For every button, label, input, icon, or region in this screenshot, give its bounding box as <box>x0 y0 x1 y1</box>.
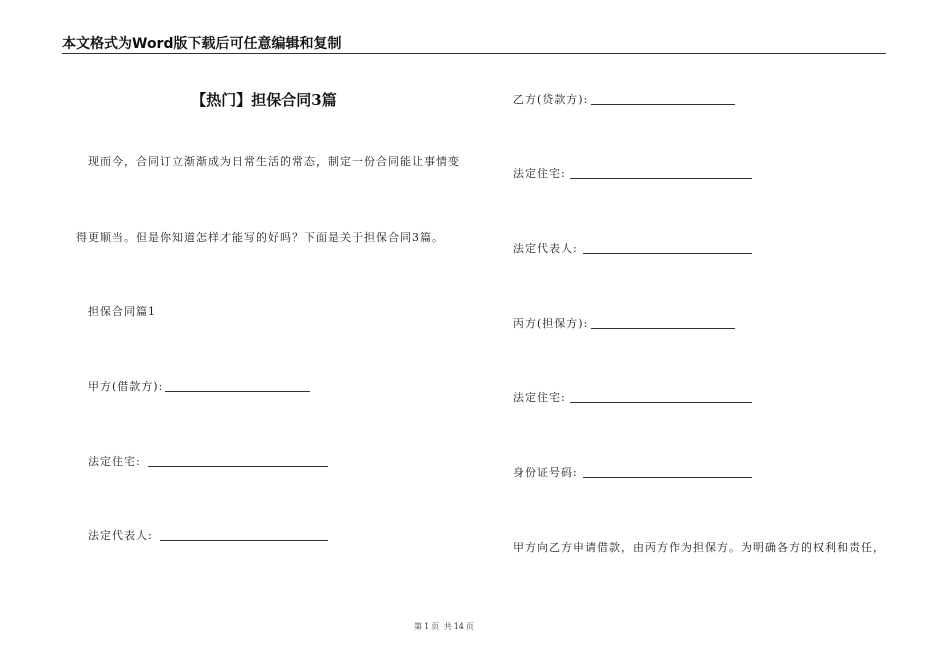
blank-line <box>148 456 328 467</box>
field-party-c-guarantor <box>513 318 588 330</box>
field-party-c-address <box>513 392 566 404</box>
blank-line <box>591 318 735 329</box>
blank-line <box>570 392 752 403</box>
field-label: 法定住宅: <box>88 455 141 468</box>
document-title: 【热门】担保合同3篇 <box>191 91 337 109</box>
page-footer <box>404 622 484 632</box>
footer-page-unit: 页 <box>431 622 440 631</box>
field-label: 法定代表人: <box>513 242 578 255</box>
field-label: 甲方(借款方): <box>88 380 164 393</box>
blank-line <box>583 467 752 478</box>
field-label: 丙方(担保方): <box>513 317 589 330</box>
field-party-a-address <box>88 456 141 468</box>
blank-line <box>570 168 752 179</box>
intro-paragraph-line-1: 现而今，合同订立渐渐成为日常生活的常态，制定一份合同能让事情变 <box>88 155 460 168</box>
footer-total-pages: 14 <box>453 622 464 631</box>
field-party-a-representative <box>88 530 153 542</box>
header-divider <box>62 53 886 54</box>
footer-page-number: 1 <box>424 622 430 631</box>
blank-line <box>591 94 735 105</box>
section-title: 担保合同篇1 <box>88 305 156 318</box>
field-party-b-lender <box>513 94 588 106</box>
closing-paragraph-line: 甲方向乙方申请借款，由丙方作为担保方。为明确各方的权利和责任， <box>513 541 885 554</box>
field-party-a-borrower <box>88 381 163 393</box>
field-party-b-representative <box>513 243 578 255</box>
blank-line <box>583 243 752 254</box>
footer-page-word: 第 <box>414 622 423 631</box>
footer-total-word: 共 <box>443 622 452 631</box>
footer-total-unit: 页 <box>465 622 474 631</box>
field-party-c-id-number <box>513 467 578 479</box>
intro-paragraph-line-2: 得更顺当。但是你知道怎样才能写的好吗？下面是关于担保合同3篇。 <box>76 231 444 244</box>
field-label: 身份证号码: <box>513 466 578 479</box>
field-label: 法定住宅: <box>513 391 566 404</box>
document-header: 本文格式为Word版下载后可任意编辑和复制 <box>62 36 342 52</box>
field-party-b-address <box>513 168 566 180</box>
field-label: 法定代表人: <box>88 529 153 542</box>
blank-line <box>160 530 328 541</box>
field-label: 乙方(贷款方): <box>513 93 589 106</box>
field-label: 法定住宅: <box>513 167 566 180</box>
blank-line <box>165 381 310 392</box>
